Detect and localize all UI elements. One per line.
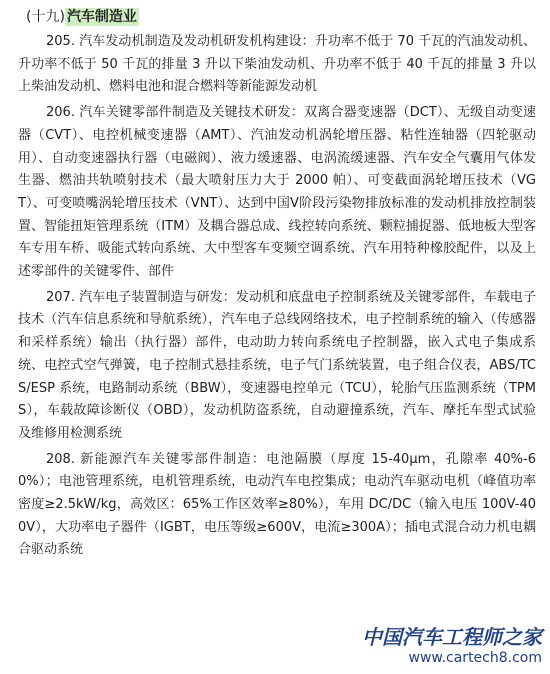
watermark-brand: 中国汽车工程师之家 [362,625,542,649]
watermark [362,621,542,666]
section-number: (十九) [26,9,65,25]
paragraph-206: 206. 汽车关键零部件制造及关键技术研发：双离合器变速器（DCT）、无级自动变速器（CVT）、电控机械变速器（AMT）、汽油发动机涡轮增压器、粘性连轴器（四轮驱动用）、自动变速器执行器（电磁阀）、液力缓速器、电涡流缓速器、汽车安全气囊用气体发生器、燃油共轨喷射技术（最大喷射压力大于 2000 帕）、可变截面涡轮增压技术（VGT）、可变喷嘴涡轮增压技术（VNT）、达到中国Ⅴ阶段污染物排放标准的发动机排放控制装置、智能扭矩管理系统（ITM）及耦合器总成、线控转向系统、颗粒捕捉器、低地板大型客车专用车桥、吸能式转向系统、大中型客车变频空调系统、汽车用特种橡胶配件，以及上述零部件的关键零件、部件 [18,105,536,280]
paragraph-207: 207. 汽车电子装置制造与研发：发动机和底盘电子控制系统及关键零部件，车载电子技术（汽车信息系统和导航系统），汽车电子总线网络技术，电子控制系统的输入（传感器和采样系统）输出（执行器）部件，电动助力转向系统电子控制器，嵌入式电子集成系统、电控式空气弹簧，电子控制式悬挂系统，电子气门系统装置，电子组合仪表，ABS/TCS/ESP 系统，电路制动系统（BBW），变速器电控单元（TCU），轮胎气压监测系统（TPMS），车载故障诊断仪（OBD），发动机防盗系统，自动避撞系统，汽车、摩托车型式试验及维修用检测系统 [18,289,536,441]
watermark-url: www.cartech8.com [362,650,542,666]
paragraph-205: 205. 汽车发动机制造及发动机研发机构建设：升功率不低于 70 千瓦的汽油发动机、升功率不低于 50 千瓦的排量 3 升以下柴油发动机、升功率不低于 40 千瓦的排量 3 升以上柴油发动机、燃料电池和混合燃料等新能源发动机 [18,34,536,95]
section-heading [26,6,536,28]
section-title: 汽车制造业 [66,9,137,25]
paragraph-208: 208. 新能源汽车关键零部件制造：电池隔膜（厚度 15-40μm，孔隙率 40%-60%）；电池管理系统，电机管理系统，电动汽车电控集成；电动汽车驱动电机（峰值功率密度≥2.5kW/kg，高效区：65%工作区效率≥80%），车用 DC/DC（输入电压 100V-400V），大功率电子器件（IGBT，电压等级≥600V，电流≥300A）；插电式混合动力机电耦合驱动系统 [18,451,536,558]
